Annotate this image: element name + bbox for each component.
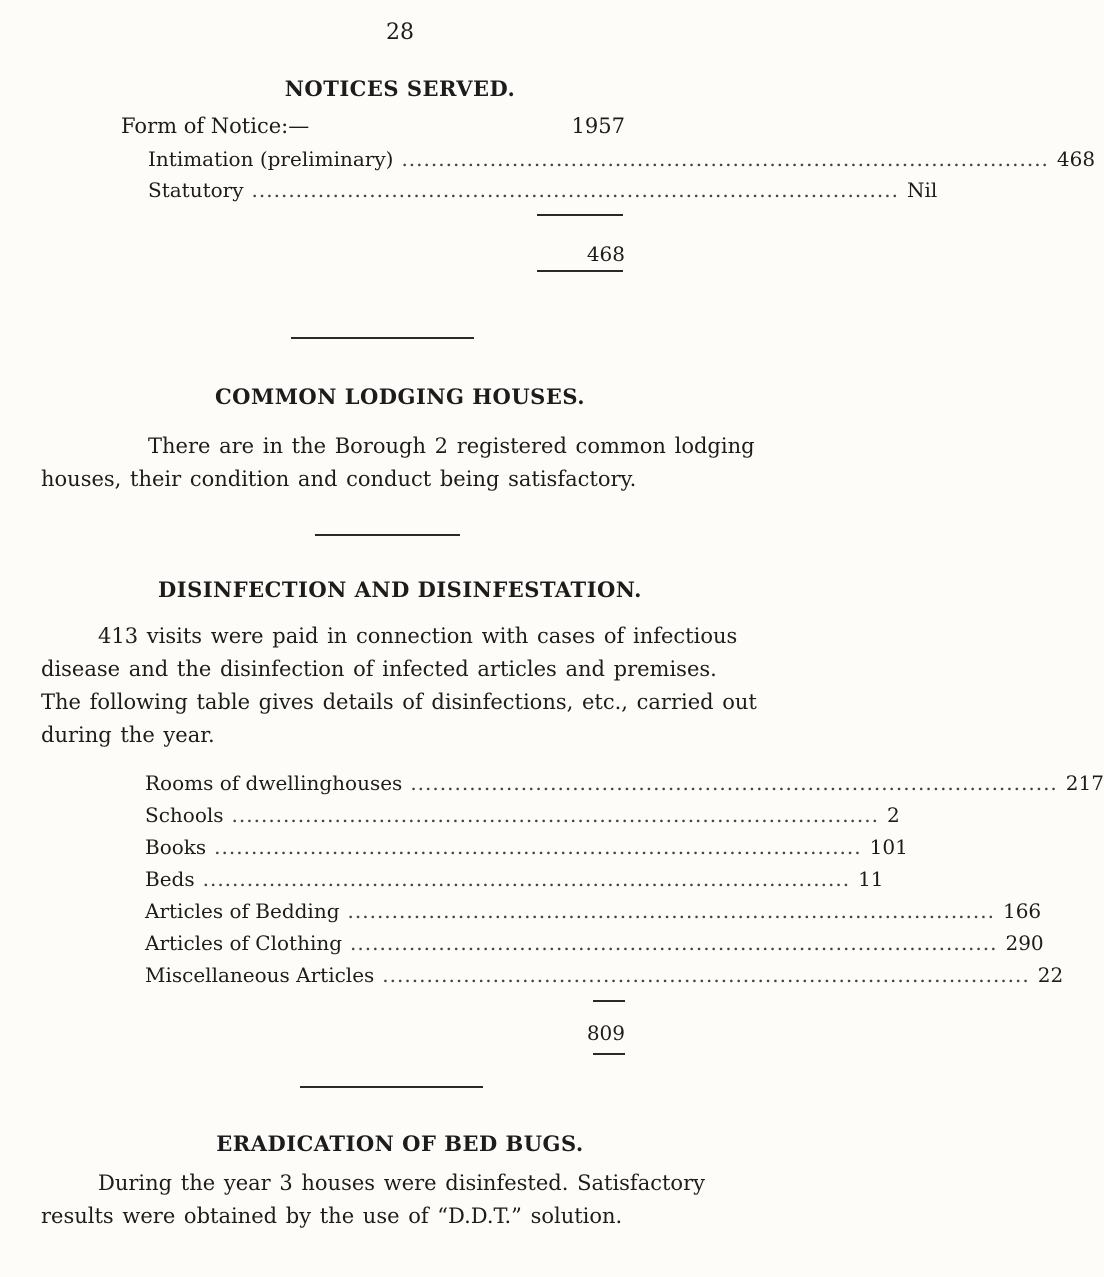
sum-rule [593, 1000, 625, 1002]
disinfection-heading: DISINFECTION AND DISINFESTATION. [158, 577, 642, 602]
row-value: 2 [886, 803, 900, 827]
table-row [145, 963, 1064, 995]
notice-row-intimation [148, 147, 1096, 179]
row-value: 166 [1002, 899, 1042, 923]
row-label: Miscellaneous Articles [145, 963, 375, 987]
table-row [145, 803, 900, 835]
row-value: 290 [1005, 931, 1044, 955]
section-divider [300, 1086, 483, 1088]
notice-row-label: Statutory [148, 178, 244, 202]
table-row [145, 867, 884, 899]
form-of-notice-label: Form of Notice:— [121, 114, 310, 138]
disinfection-text-line-4: during the year. [41, 723, 215, 747]
row-value: 101 [869, 835, 908, 859]
section-divider [315, 534, 460, 536]
lodging-text-line-1: There are in the Borough 2 registered common lodging [148, 434, 755, 458]
notices-year: 1957 [571, 114, 625, 138]
row-label: Schools [145, 803, 224, 827]
lodging-text-line-2: houses, their condition and conduct being satisfactory. [41, 467, 637, 491]
bed-bugs-heading: ERADICATION OF BED BUGS. [216, 1131, 584, 1156]
disinfection-table [145, 771, 1104, 995]
row-label: Books [145, 835, 207, 859]
row-value: 11 [858, 867, 884, 891]
notices-heading: NOTICES SERVED. [284, 76, 516, 101]
disinfection-text-line-2: disease and the disinfection of infected articles and premises. [41, 657, 717, 681]
dot-leader: ........................................................................................ [214, 835, 862, 859]
dot-leader: ........................................................................................ [410, 771, 1058, 795]
bed-bugs-text-line-1: During the year 3 houses were disinfested. Satisfactory [98, 1171, 705, 1195]
notice-row-label: Intimation (preliminary) [148, 147, 394, 171]
disinfection-total: 809 [586, 1021, 625, 1045]
row-label: Rooms of dwellinghouses [145, 771, 403, 795]
dot-leader: ........................................................................................ [401, 147, 1049, 171]
total-rule [593, 1053, 625, 1055]
notice-row-statutory [148, 178, 938, 210]
notices-total: 468 [586, 242, 625, 266]
lodging-heading: COMMON LODGING HOUSES. [214, 384, 586, 409]
section-divider [291, 337, 474, 339]
dot-leader: ........................................................................................ [347, 899, 995, 923]
bed-bugs-text-line-2: results were obtained by the use of “D.D.T.” solution. [41, 1204, 623, 1228]
table-row [145, 899, 1042, 931]
row-label: Articles of Clothing [145, 931, 343, 955]
row-label: Articles of Bedding [145, 899, 340, 923]
dot-leader: ........................................................................................ [231, 803, 879, 827]
disinfection-text-line-3: The following table gives details of disinfections, etc., carried out [41, 690, 757, 714]
table-row [145, 771, 1104, 803]
page-number: 28 [386, 20, 414, 45]
dot-leader: ........................................................................................ [382, 963, 1030, 987]
notice-row-value: Nil [906, 178, 938, 202]
dot-leader: ........................................................................................ [202, 867, 851, 891]
row-label: Beds [145, 867, 195, 891]
row-value: 22 [1037, 963, 1064, 987]
dot-leader: ........................................................................................ [350, 931, 998, 955]
row-value: 217 [1065, 771, 1104, 795]
total-rule [537, 270, 623, 272]
sum-rule [537, 214, 623, 216]
table-row [145, 931, 1044, 963]
dot-leader: ........................................................................................ [251, 178, 899, 202]
notice-row-value: 468 [1056, 147, 1096, 171]
table-row [145, 835, 908, 867]
disinfection-text-line-1: 413 visits were paid in connection with cases of infectious [98, 624, 738, 648]
